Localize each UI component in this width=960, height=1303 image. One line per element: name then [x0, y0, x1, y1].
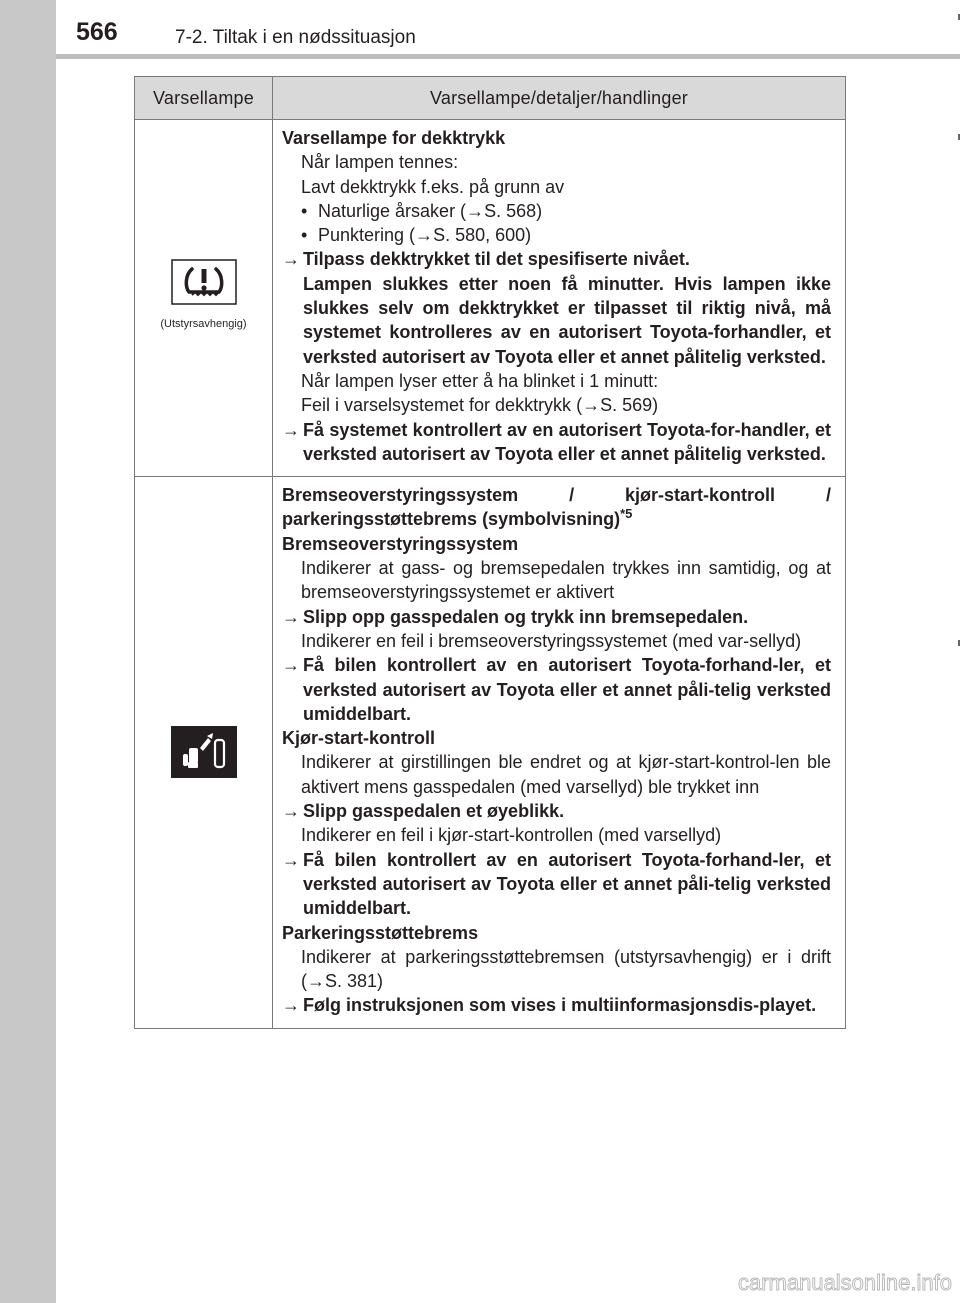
paragraph: Indikerer at girstillingen ble endret og at kjør-start-kontrol-len ble aktivert mens gasspedalen (med varsellyd) ble trykket inn: [301, 752, 831, 797]
action-step: → Få bilen kontrollert av en autorisert Toyota-forhand-ler, et verksted autorisert av Toyota eller et annet påli-telig verksted umiddelbart.: [282, 655, 831, 724]
subsection-title: Parkeringsstøttebrems: [282, 922, 479, 943]
icon-caption: (Utstyrsavhengig): [160, 318, 247, 331]
lamp-cell: [135, 477, 273, 1029]
svg-text:carmanualsonline.info: carmanualsonline.info: [737, 1271, 952, 1295]
left-margin-band: [0, 0, 56, 1303]
subsection-title: Bremseoverstyringssystem: [282, 533, 519, 554]
watermark: [614, 1271, 954, 1295]
paragraph: Indikerer en feil i kjør-start-kontrollen (med varsellyd): [301, 825, 722, 846]
action-step: → Slipp opp gasspedalen og trykk inn bremsepedalen.: [282, 605, 831, 629]
action-step: → Få systemet kontrollert av en autorisert Toyota-for-handler, et verksted autorisert av Toyota eller et annet pålitelig verksted.: [282, 419, 831, 464]
footnote-ref: *5: [620, 506, 633, 522]
table-row: [135, 477, 846, 1029]
column-header-lamp: Varsellampe: [135, 77, 273, 120]
section-title: 7-2. Tiltak i en nødssituasjon: [175, 27, 416, 48]
lamp-cell: [135, 120, 273, 477]
arrow-icon: →: [282, 801, 300, 822]
paragraph: Indikerer en feil i bremseoverstyringssystemet (med var-sellyd): [301, 630, 802, 651]
lamp-title: Bremseoverstyringssystem / kjør-start-kontroll / parkeringsstøttebrems (symbolvisning)$^{*5}$: [282, 485, 831, 530]
details-cell: [273, 477, 846, 1029]
action-step: → Slipp gasspedalen et øyeblikk.: [282, 799, 831, 823]
table-row: [135, 120, 846, 477]
subsection-title: Kjør-start-kontroll: [282, 728, 435, 749]
paragraph: Indikerer at parkeringsstøttebremsen (utstyrsavhengig) er i drift (→S. 381): [301, 946, 831, 992]
paragraph: Feil i varselsystemet for dekktrykk (→S. 569): [301, 395, 659, 416]
action-step: → Få bilen kontrollert av en autorisert Toyota-forhand-ler, et verksted autorisert av Toyota eller et annet påli-telig verksted umiddelbart.: [282, 849, 831, 919]
arrow-icon: →: [282, 419, 300, 440]
header-rule: [56, 54, 960, 59]
paragraph: Lavt dekktrykk f.eks. på grunn av: [301, 176, 565, 197]
brake-override-drive-start-icon: [171, 726, 237, 778]
table-header-row: [135, 77, 846, 120]
column-header-details: Varsellampe/detaljer/handlinger: [273, 77, 846, 120]
warning-lights-table: [134, 76, 846, 1029]
lamp-title: Varsellampe for dekktrykk: [282, 128, 506, 148]
bullet-item: • Punktering (→S. 580, 600): [301, 225, 532, 246]
paragraph: Når lampen lyser etter å ha blinket i 1 minutt:: [301, 370, 659, 391]
arrow-icon: →: [282, 995, 300, 1016]
tire-pressure-warning-icon: [171, 259, 237, 305]
arrow-icon: →: [282, 606, 300, 627]
bullet-item: • Naturlige årsaker (→S. 568): [301, 200, 543, 221]
arrow-icon: →: [282, 655, 300, 676]
action-step: → Tilpass dekktrykket til det spesifiserte nivået. Lampen slukkes etter noen få minutter. Hvis lampen ikke slukkes selv om dekktrykket er tilpasset til riktig nivå, må systemet kontrolleres av en autorisert Toyota-forhandler, et verksted autorisert av Toyota eller et annet pålitelig verksted.: [282, 249, 831, 367]
action-step: → Følg instruksjonen som vises i multiinformasjonsdis-playet.: [282, 993, 831, 1017]
arrow-icon: →: [282, 249, 300, 270]
paragraph: Indikerer at gass- og bremsepedalen trykkes inn samtidig, og at bremseoverstyringssystemet er aktivert: [301, 558, 831, 603]
details-cell: [273, 120, 846, 477]
arrow-icon: →: [282, 849, 300, 870]
page-number: 566: [76, 18, 118, 46]
paragraph: Når lampen tennes:: [301, 152, 459, 173]
